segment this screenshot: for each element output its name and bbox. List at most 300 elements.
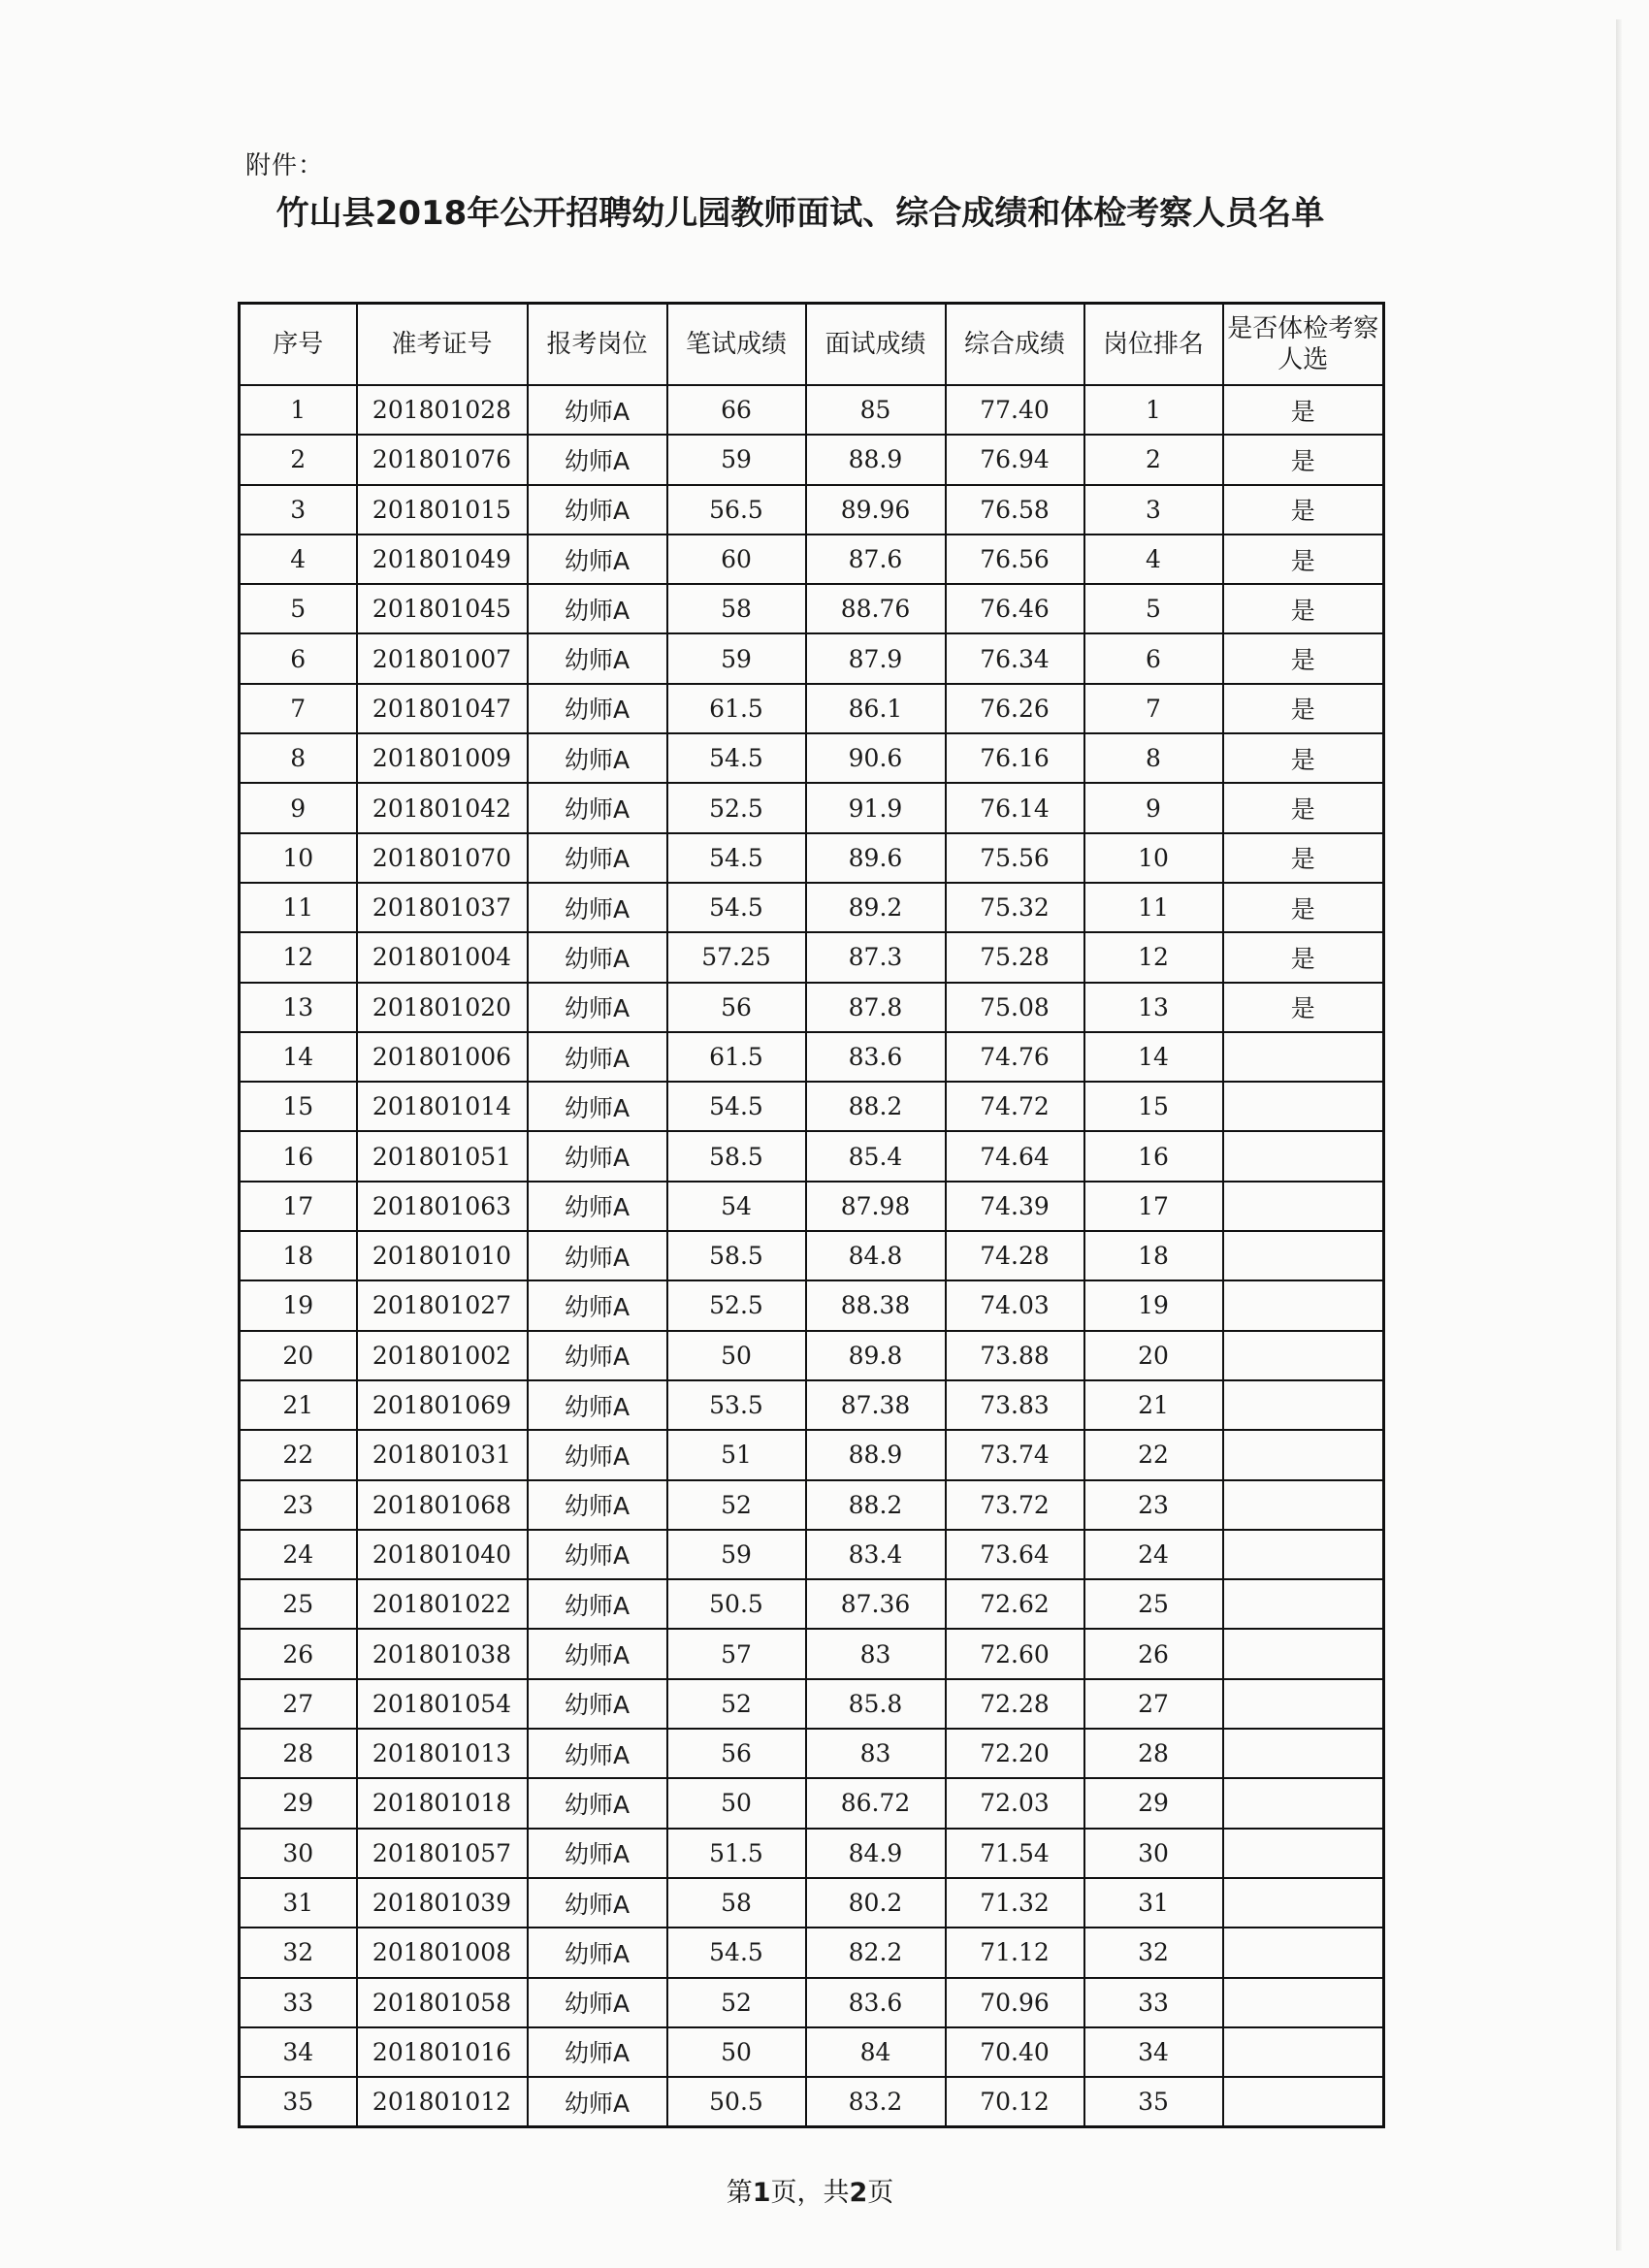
cell-physical-exam: 是 xyxy=(1223,684,1384,733)
cell-interview-score: 89.2 xyxy=(806,883,946,932)
cell-written-score: 61.5 xyxy=(667,684,806,733)
cell-interview-score: 84.8 xyxy=(806,1231,946,1280)
cell-total-score: 73.83 xyxy=(946,1380,1084,1430)
cell-interview-score: 84 xyxy=(806,2027,946,2077)
cell-physical-exam xyxy=(1223,1480,1384,1530)
cell-physical-exam xyxy=(1223,1280,1384,1330)
cell-index: 34 xyxy=(240,2027,357,2077)
cell-total-score: 76.14 xyxy=(946,783,1084,832)
cell-total-score: 75.28 xyxy=(946,932,1084,982)
table-row xyxy=(240,833,1384,883)
cell-physical-exam xyxy=(1223,2027,1384,2077)
cell-exam-id: 201801068 xyxy=(357,1480,528,1530)
cell-total-score: 70.12 xyxy=(946,2077,1084,2127)
cell-rank: 20 xyxy=(1084,1331,1223,1380)
cell-exam-id: 201801014 xyxy=(357,1082,528,1131)
cell-position: 幼师A xyxy=(528,733,667,783)
cell-total-score: 74.64 xyxy=(946,1131,1084,1181)
cell-interview-score: 87.38 xyxy=(806,1380,946,1430)
table-row xyxy=(240,1530,1384,1579)
cell-interview-score: 87.98 xyxy=(806,1182,946,1231)
cell-interview-score: 80.2 xyxy=(806,1878,946,1928)
header-total-score: 综合成绩 xyxy=(946,304,1084,386)
cell-exam-id: 201801020 xyxy=(357,983,528,1032)
table-row xyxy=(240,1480,1384,1530)
header-rank: 岗位排名 xyxy=(1084,304,1223,386)
cell-rank: 5 xyxy=(1084,584,1223,633)
page-footer xyxy=(0,2171,1649,2209)
cell-rank: 2 xyxy=(1084,435,1223,484)
cell-interview-score: 89.6 xyxy=(806,833,946,883)
cell-index: 32 xyxy=(240,1928,357,1977)
cell-index: 23 xyxy=(240,1480,357,1530)
cell-total-score: 75.32 xyxy=(946,883,1084,932)
cell-index: 30 xyxy=(240,1829,357,1878)
cell-rank: 29 xyxy=(1084,1778,1223,1828)
cell-rank: 7 xyxy=(1084,684,1223,733)
cell-exam-id: 201801058 xyxy=(357,1978,528,2027)
cell-interview-score: 86.72 xyxy=(806,1778,946,1828)
cell-exam-id: 201801042 xyxy=(357,783,528,832)
cell-total-score: 71.54 xyxy=(946,1829,1084,1878)
cell-physical-exam xyxy=(1223,1878,1384,1928)
cell-position: 幼师A xyxy=(528,1878,667,1928)
cell-exam-id: 201801018 xyxy=(357,1778,528,1828)
cell-rank: 3 xyxy=(1084,485,1223,535)
cell-rank: 22 xyxy=(1084,1430,1223,1479)
cell-physical-exam: 是 xyxy=(1223,983,1384,1032)
cell-physical-exam xyxy=(1223,1530,1384,1579)
cell-exam-id: 201801069 xyxy=(357,1380,528,1430)
header-index: 序号 xyxy=(240,304,357,386)
cell-total-score: 72.28 xyxy=(946,1679,1084,1729)
cell-total-score: 74.28 xyxy=(946,1231,1084,1280)
cell-interview-score: 84.9 xyxy=(806,1829,946,1878)
cell-total-score: 71.32 xyxy=(946,1878,1084,1928)
cell-rank: 1 xyxy=(1084,385,1223,435)
cell-index: 17 xyxy=(240,1182,357,1231)
cell-physical-exam: 是 xyxy=(1223,883,1384,932)
cell-exam-id: 201801006 xyxy=(357,1032,528,1082)
cell-written-score: 54.5 xyxy=(667,1082,806,1131)
footer-middle: 页，共 xyxy=(770,2178,850,2208)
table-row xyxy=(240,1280,1384,1330)
table-row xyxy=(240,385,1384,435)
cell-rank: 25 xyxy=(1084,1579,1223,1629)
table-row xyxy=(240,1430,1384,1479)
cell-interview-score: 83 xyxy=(806,1729,946,1778)
cell-physical-exam: 是 xyxy=(1223,435,1384,484)
cell-exam-id: 201801013 xyxy=(357,1729,528,1778)
cell-total-score: 70.40 xyxy=(946,2027,1084,2077)
cell-physical-exam: 是 xyxy=(1223,633,1384,683)
cell-written-score: 66 xyxy=(667,385,806,435)
document-title: 竹山县2018年公开招聘幼儿园教师面试、综合成绩和体检考察人员名单 xyxy=(275,194,1325,233)
cell-position: 幼师A xyxy=(528,1729,667,1778)
cell-physical-exam: 是 xyxy=(1223,385,1384,435)
table-body xyxy=(240,385,1384,2127)
cell-exam-id: 201801070 xyxy=(357,833,528,883)
cell-physical-exam: 是 xyxy=(1223,535,1384,584)
cell-exam-id: 201801028 xyxy=(357,385,528,435)
cell-index: 7 xyxy=(240,684,357,733)
cell-total-score: 77.40 xyxy=(946,385,1084,435)
cell-interview-score: 85.4 xyxy=(806,1131,946,1181)
cell-written-score: 58.5 xyxy=(667,1131,806,1181)
cell-physical-exam xyxy=(1223,1928,1384,1977)
cell-index: 21 xyxy=(240,1380,357,1430)
header-physical-exam: 是否体检考察人选 xyxy=(1223,304,1384,386)
cell-interview-score: 83.6 xyxy=(806,1978,946,2027)
cell-interview-score: 86.1 xyxy=(806,684,946,733)
cell-index: 33 xyxy=(240,1978,357,2027)
cell-index: 28 xyxy=(240,1729,357,1778)
cell-rank: 13 xyxy=(1084,983,1223,1032)
footer-total-pages: 2 xyxy=(849,2178,868,2208)
cell-written-score: 58 xyxy=(667,1878,806,1928)
cell-exam-id: 201801038 xyxy=(357,1629,528,1678)
table-row xyxy=(240,883,1384,932)
cell-physical-exam: 是 xyxy=(1223,733,1384,783)
cell-physical-exam xyxy=(1223,1380,1384,1430)
cell-interview-score: 87.8 xyxy=(806,983,946,1032)
cell-rank: 17 xyxy=(1084,1182,1223,1231)
cell-position: 幼师A xyxy=(528,633,667,683)
cell-interview-score: 85.8 xyxy=(806,1679,946,1729)
cell-position: 幼师A xyxy=(528,485,667,535)
cell-physical-exam xyxy=(1223,1778,1384,1828)
cell-position: 幼师A xyxy=(528,833,667,883)
table-row xyxy=(240,435,1384,484)
cell-interview-score: 87.6 xyxy=(806,535,946,584)
cell-index: 13 xyxy=(240,983,357,1032)
cell-index: 24 xyxy=(240,1530,357,1579)
cell-index: 14 xyxy=(240,1032,357,1082)
cell-physical-exam: 是 xyxy=(1223,485,1384,535)
cell-exam-id: 201801039 xyxy=(357,1878,528,1928)
table-row xyxy=(240,1331,1384,1380)
cell-total-score: 73.88 xyxy=(946,1331,1084,1380)
cell-written-score: 54.5 xyxy=(667,833,806,883)
cell-exam-id: 201801054 xyxy=(357,1679,528,1729)
cell-physical-exam xyxy=(1223,1729,1384,1778)
cell-interview-score: 87.9 xyxy=(806,633,946,683)
cell-written-score: 54.5 xyxy=(667,883,806,932)
cell-written-score: 52 xyxy=(667,1679,806,1729)
cell-total-score: 70.96 xyxy=(946,1978,1084,2027)
cell-written-score: 51.5 xyxy=(667,1829,806,1878)
cell-interview-score: 85 xyxy=(806,385,946,435)
cell-index: 2 xyxy=(240,435,357,484)
cell-exam-id: 201801051 xyxy=(357,1131,528,1181)
cell-position: 幼师A xyxy=(528,1928,667,1977)
cell-total-score: 71.12 xyxy=(946,1928,1084,1977)
cell-total-score: 76.26 xyxy=(946,684,1084,733)
cell-written-score: 61.5 xyxy=(667,1032,806,1082)
table-row xyxy=(240,2077,1384,2127)
cell-index: 11 xyxy=(240,883,357,932)
cell-interview-score: 87.36 xyxy=(806,1579,946,1629)
cell-position: 幼师A xyxy=(528,385,667,435)
cell-physical-exam xyxy=(1223,1978,1384,2027)
cell-written-score: 60 xyxy=(667,535,806,584)
cell-physical-exam xyxy=(1223,1131,1384,1181)
cell-total-score: 76.16 xyxy=(946,733,1084,783)
cell-position: 幼师A xyxy=(528,1182,667,1231)
cell-position: 幼师A xyxy=(528,1430,667,1479)
cell-total-score: 75.56 xyxy=(946,833,1084,883)
cell-position: 幼师A xyxy=(528,1480,667,1530)
table-row xyxy=(240,932,1384,982)
cell-exam-id: 201801037 xyxy=(357,883,528,932)
cell-exam-id: 201801004 xyxy=(357,932,528,982)
cell-index: 15 xyxy=(240,1082,357,1131)
cell-total-score: 73.64 xyxy=(946,1530,1084,1579)
cell-written-score: 54.5 xyxy=(667,1928,806,1977)
cell-index: 31 xyxy=(240,1878,357,1928)
cell-written-score: 58.5 xyxy=(667,1231,806,1280)
cell-index: 27 xyxy=(240,1679,357,1729)
table-row xyxy=(240,535,1384,584)
cell-physical-exam xyxy=(1223,1082,1384,1131)
cell-position: 幼师A xyxy=(528,932,667,982)
cell-written-score: 54.5 xyxy=(667,733,806,783)
table-row xyxy=(240,1380,1384,1430)
table-row xyxy=(240,783,1384,832)
cell-rank: 35 xyxy=(1084,2077,1223,2127)
cell-exam-id: 201801057 xyxy=(357,1829,528,1878)
cell-interview-score: 88.38 xyxy=(806,1280,946,1330)
cell-position: 幼师A xyxy=(528,1679,667,1729)
table-row xyxy=(240,584,1384,633)
header-written-score: 笔试成绩 xyxy=(667,304,806,386)
cell-rank: 34 xyxy=(1084,2027,1223,2077)
cell-rank: 23 xyxy=(1084,1480,1223,1530)
table-row xyxy=(240,733,1384,783)
cell-exam-id: 201801016 xyxy=(357,2027,528,2077)
cell-position: 幼师A xyxy=(528,535,667,584)
cell-index: 29 xyxy=(240,1778,357,1828)
cell-physical-exam xyxy=(1223,1430,1384,1479)
cell-total-score: 76.46 xyxy=(946,584,1084,633)
cell-rank: 8 xyxy=(1084,733,1223,783)
cell-written-score: 59 xyxy=(667,1530,806,1579)
cell-index: 6 xyxy=(240,633,357,683)
cell-physical-exam xyxy=(1223,2077,1384,2127)
cell-rank: 30 xyxy=(1084,1829,1223,1878)
cell-index: 10 xyxy=(240,833,357,883)
header-interview-score: 面试成绩 xyxy=(806,304,946,386)
cell-written-score: 56.5 xyxy=(667,485,806,535)
page-edge-shadow xyxy=(1616,19,1622,2251)
cell-interview-score: 83 xyxy=(806,1629,946,1678)
cell-index: 4 xyxy=(240,535,357,584)
footer-suffix: 页 xyxy=(867,2178,894,2208)
cell-rank: 32 xyxy=(1084,1928,1223,1977)
cell-interview-score: 87.3 xyxy=(806,932,946,982)
cell-written-score: 50.5 xyxy=(667,2077,806,2127)
cell-total-score: 74.39 xyxy=(946,1182,1084,1231)
cell-physical-exam: 是 xyxy=(1223,932,1384,982)
cell-written-score: 56 xyxy=(667,1729,806,1778)
cell-total-score: 75.08 xyxy=(946,983,1084,1032)
cell-written-score: 54 xyxy=(667,1182,806,1231)
cell-rank: 15 xyxy=(1084,1082,1223,1131)
cell-written-score: 52.5 xyxy=(667,1280,806,1330)
cell-index: 19 xyxy=(240,1280,357,1330)
cell-position: 幼师A xyxy=(528,1331,667,1380)
cell-written-score: 51 xyxy=(667,1430,806,1479)
cell-position: 幼师A xyxy=(528,2077,667,2127)
cell-rank: 33 xyxy=(1084,1978,1223,2027)
cell-physical-exam: 是 xyxy=(1223,584,1384,633)
cell-written-score: 58 xyxy=(667,584,806,633)
cell-exam-id: 201801063 xyxy=(357,1182,528,1231)
table-row xyxy=(240,1729,1384,1778)
table-header-row xyxy=(240,304,1384,386)
table-row xyxy=(240,1778,1384,1828)
cell-rank: 6 xyxy=(1084,633,1223,683)
cell-index: 3 xyxy=(240,485,357,535)
attachment-label: 附件： xyxy=(245,151,325,180)
cell-interview-score: 88.9 xyxy=(806,435,946,484)
cell-interview-score: 88.9 xyxy=(806,1430,946,1479)
cell-written-score: 59 xyxy=(667,435,806,484)
cell-interview-score: 88.2 xyxy=(806,1480,946,1530)
table-row xyxy=(240,1679,1384,1729)
cell-interview-score: 91.9 xyxy=(806,783,946,832)
cell-rank: 28 xyxy=(1084,1729,1223,1778)
table-row xyxy=(240,983,1384,1032)
cell-index: 9 xyxy=(240,783,357,832)
cell-physical-exam: 是 xyxy=(1223,783,1384,832)
cell-position: 幼师A xyxy=(528,1629,667,1678)
cell-position: 幼师A xyxy=(528,435,667,484)
cell-rank: 31 xyxy=(1084,1878,1223,1928)
cell-rank: 27 xyxy=(1084,1679,1223,1729)
cell-total-score: 73.72 xyxy=(946,1480,1084,1530)
cell-interview-score: 89.96 xyxy=(806,485,946,535)
cell-position: 幼师A xyxy=(528,883,667,932)
cell-position: 幼师A xyxy=(528,783,667,832)
cell-written-score: 50.5 xyxy=(667,1579,806,1629)
footer-page-number: 1 xyxy=(752,2178,771,2208)
cell-exam-id: 201801008 xyxy=(357,1928,528,1977)
cell-exam-id: 201801049 xyxy=(357,535,528,584)
header-exam-id: 准考证号 xyxy=(357,304,528,386)
cell-total-score: 72.03 xyxy=(946,1778,1084,1828)
cell-rank: 16 xyxy=(1084,1131,1223,1181)
results-table xyxy=(238,302,1385,2128)
table-row xyxy=(240,1928,1384,1977)
cell-position: 幼师A xyxy=(528,684,667,733)
table-row xyxy=(240,2027,1384,2077)
cell-exam-id: 201801045 xyxy=(357,584,528,633)
cell-rank: 21 xyxy=(1084,1380,1223,1430)
cell-total-score: 74.76 xyxy=(946,1032,1084,1082)
cell-exam-id: 201801015 xyxy=(357,485,528,535)
table-row xyxy=(240,633,1384,683)
cell-physical-exam xyxy=(1223,1331,1384,1380)
cell-position: 幼师A xyxy=(528,1032,667,1082)
cell-position: 幼师A xyxy=(528,1530,667,1579)
cell-physical-exam xyxy=(1223,1032,1384,1082)
table-row xyxy=(240,1878,1384,1928)
cell-index: 26 xyxy=(240,1629,357,1678)
table-row xyxy=(240,1629,1384,1678)
cell-written-score: 57 xyxy=(667,1629,806,1678)
cell-physical-exam xyxy=(1223,1579,1384,1629)
cell-total-score: 73.74 xyxy=(946,1430,1084,1479)
cell-index: 25 xyxy=(240,1579,357,1629)
cell-exam-id: 201801012 xyxy=(357,2077,528,2127)
table-row xyxy=(240,1829,1384,1878)
cell-rank: 26 xyxy=(1084,1629,1223,1678)
cell-rank: 18 xyxy=(1084,1231,1223,1280)
cell-index: 20 xyxy=(240,1331,357,1380)
cell-written-score: 52.5 xyxy=(667,783,806,832)
cell-exam-id: 201801010 xyxy=(357,1231,528,1280)
cell-total-score: 72.62 xyxy=(946,1579,1084,1629)
cell-exam-id: 201801031 xyxy=(357,1430,528,1479)
table-row xyxy=(240,1032,1384,1082)
cell-position: 幼师A xyxy=(528,1829,667,1878)
cell-position: 幼师A xyxy=(528,2027,667,2077)
cell-interview-score: 89.8 xyxy=(806,1331,946,1380)
cell-exam-id: 201801002 xyxy=(357,1331,528,1380)
cell-physical-exam xyxy=(1223,1829,1384,1878)
cell-rank: 11 xyxy=(1084,883,1223,932)
cell-position: 幼师A xyxy=(528,1778,667,1828)
cell-total-score: 72.60 xyxy=(946,1629,1084,1678)
cell-position: 幼师A xyxy=(528,983,667,1032)
cell-written-score: 50 xyxy=(667,1331,806,1380)
cell-index: 12 xyxy=(240,932,357,982)
table-row xyxy=(240,1131,1384,1181)
cell-exam-id: 201801047 xyxy=(357,684,528,733)
cell-physical-exam xyxy=(1223,1679,1384,1729)
cell-position: 幼师A xyxy=(528,1380,667,1430)
cell-written-score: 50 xyxy=(667,2027,806,2077)
cell-index: 8 xyxy=(240,733,357,783)
cell-exam-id: 201801022 xyxy=(357,1579,528,1629)
cell-total-score: 72.20 xyxy=(946,1729,1084,1778)
cell-written-score: 57.25 xyxy=(667,932,806,982)
cell-position: 幼师A xyxy=(528,1231,667,1280)
cell-exam-id: 201801076 xyxy=(357,435,528,484)
cell-total-score: 74.72 xyxy=(946,1082,1084,1131)
table-row xyxy=(240,1231,1384,1280)
cell-index: 16 xyxy=(240,1131,357,1181)
header-position: 报考岗位 xyxy=(528,304,667,386)
cell-exam-id: 201801009 xyxy=(357,733,528,783)
cell-rank: 9 xyxy=(1084,783,1223,832)
table-row xyxy=(240,1579,1384,1629)
cell-total-score: 76.58 xyxy=(946,485,1084,535)
cell-written-score: 52 xyxy=(667,1480,806,1530)
cell-position: 幼师A xyxy=(528,1978,667,2027)
cell-written-score: 59 xyxy=(667,633,806,683)
cell-position: 幼师A xyxy=(528,1082,667,1131)
cell-written-score: 50 xyxy=(667,1778,806,1828)
table-row xyxy=(240,485,1384,535)
cell-exam-id: 201801007 xyxy=(357,633,528,683)
table-row xyxy=(240,1082,1384,1131)
table-row xyxy=(240,684,1384,733)
cell-rank: 12 xyxy=(1084,932,1223,982)
cell-written-score: 53.5 xyxy=(667,1380,806,1430)
cell-exam-id: 201801040 xyxy=(357,1530,528,1579)
